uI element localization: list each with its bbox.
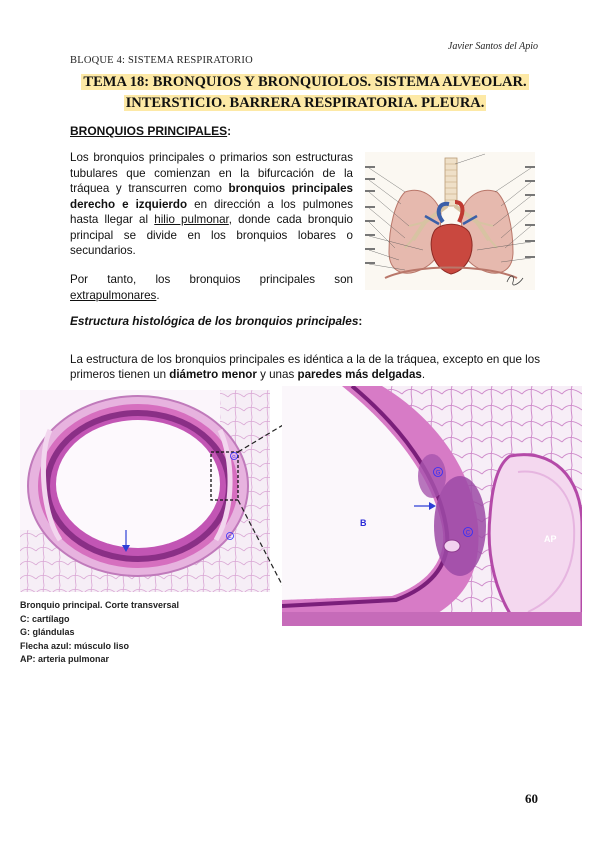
p3-c: . xyxy=(421,368,426,382)
title-line-2: INTERSTICIO. BARRERA RESPIRATORIA. PLEURA. xyxy=(125,95,485,111)
left-label-g: G xyxy=(232,454,236,459)
p2-a: Por tanto, los bronquios principales son xyxy=(70,273,353,286)
section-heading-colon: : xyxy=(227,124,232,138)
block-label: BLOQUE 4: SISTEMA RESPIRATORIO xyxy=(70,55,253,66)
p3-b: y unas xyxy=(256,368,298,382)
p2-b: . xyxy=(156,288,160,302)
legend-line-5: AP: arteria pulmonar xyxy=(20,654,110,664)
legend-line-2: C: cartílago xyxy=(20,613,70,624)
histology-transverse-section xyxy=(20,390,270,592)
p2-underlined: extrapulmonares xyxy=(70,288,157,302)
right-label-ap: AP xyxy=(544,534,557,544)
left-label-c: C xyxy=(228,534,232,539)
paragraph-1 xyxy=(70,150,353,259)
structure-heading xyxy=(70,314,362,328)
section-heading xyxy=(70,124,231,138)
structure-heading-colon: : xyxy=(358,314,363,328)
title-line-1: TEMA 18: BRONQUIOS Y BRONQUIOLOS. SISTEMA ALVEOLAR. xyxy=(83,74,527,90)
right-label-c: C xyxy=(465,530,471,537)
p1-bold: bronquios principales derecho e izquierdo xyxy=(70,182,353,211)
structure-heading-text: Estructura histológica de los bronquios principales xyxy=(70,314,359,328)
legend-line-1: Bronquio principal. Corte transversal xyxy=(20,600,180,610)
p1-c: , donde cada bronquio principal se divide en los bronquios lobares o secundarios. xyxy=(70,213,354,257)
p3-a: La estructura de los bronquios principales es idéntica a la de la tráquea, excepto en que los primeros tienen un xyxy=(70,352,540,382)
p1-underlined: hilio pulmonar xyxy=(154,213,229,226)
legend-line-4: Flecha azul: músculo liso xyxy=(20,640,130,651)
page-title xyxy=(70,72,540,114)
p1-b: en dirección a los pulmones hasta llegar al xyxy=(70,197,353,226)
paragraph-2 xyxy=(70,272,353,303)
p3-bold-1: diámetro menor xyxy=(169,368,257,382)
page-number: 60 xyxy=(525,791,538,806)
p1-a: Los bronquios principales o primarios son estructuras tubulares que comienzan en la bifurcación de la tráquea y transcurren como xyxy=(70,151,353,195)
legend-line-3: G: glándulas xyxy=(20,627,75,637)
histology-magnified-wall xyxy=(282,386,582,626)
lung-anatomy-illustration xyxy=(365,152,535,290)
section-heading-text: BRONQUIOS PRINCIPALES xyxy=(70,124,228,138)
figure-legend xyxy=(20,599,179,667)
right-label-b: B xyxy=(360,518,367,528)
p3-bold-2: paredes más delgadas xyxy=(297,368,422,382)
right-label-g: G xyxy=(435,470,441,477)
author-name: Javier Santos del Apio xyxy=(447,41,538,52)
